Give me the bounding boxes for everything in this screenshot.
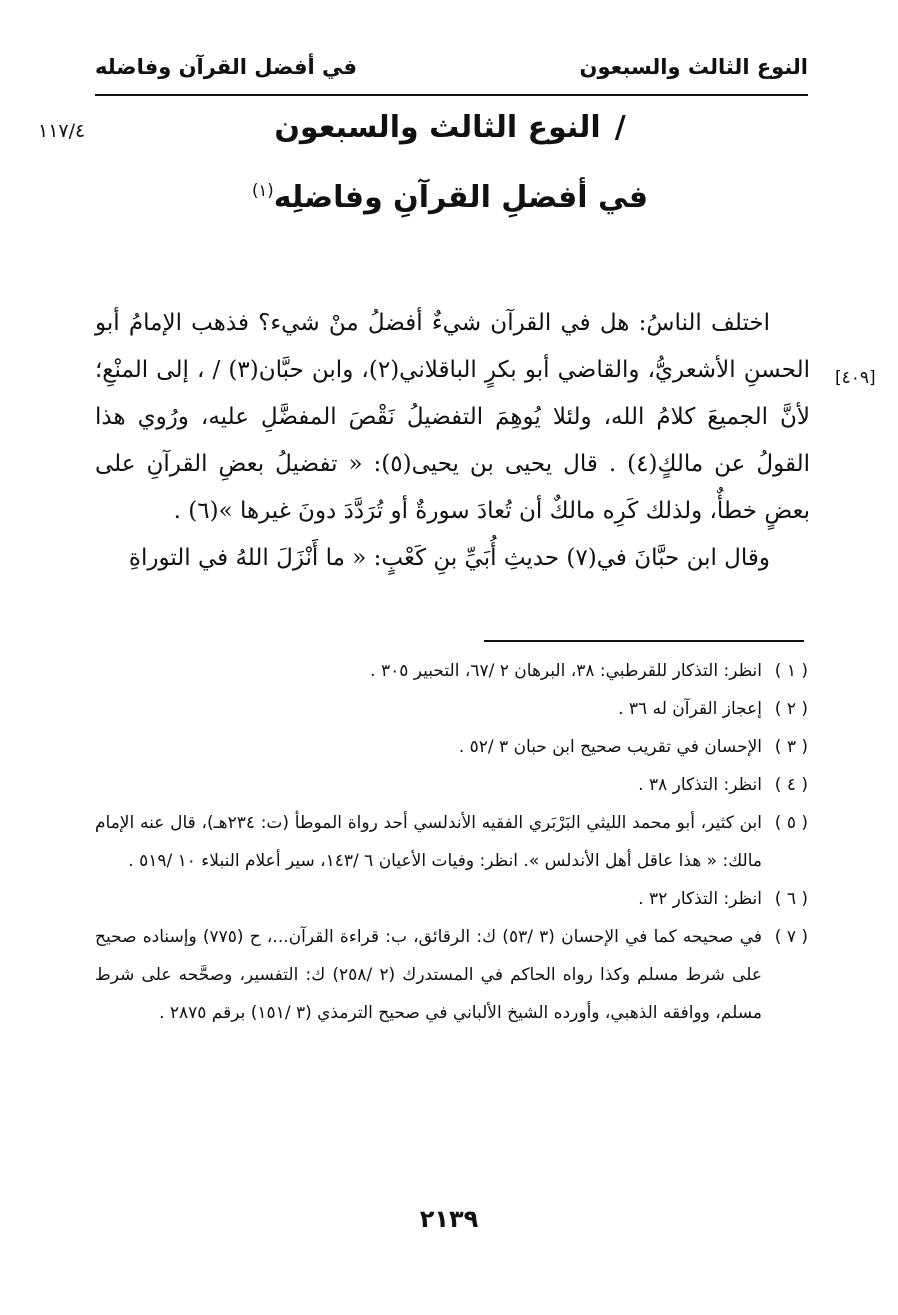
footnote-separator <box>484 640 804 642</box>
footnote-6 <box>95 880 808 918</box>
paragraph-2: وقال ابن حبَّانَ في(٧) حديثِ أُبَيِّ بنِ كَعْبٍ: « ما أَنْزَلَ اللهُ في التوراةِ <box>128 545 770 571</box>
footnote-1 <box>95 652 808 690</box>
header-rule <box>95 94 808 96</box>
paragraph-1: اختلف الناسُ: هل في القرآن شيءٌ أفضلُ منْ شيء؟ فذهب الإمامُ أبو الحسنِ الأشعريُّ، والقاضي أبو بكرٍ الباقلاني(٢)، وابن حبَّان(٣) / ، إلى المنْعِ؛ لأنَّ الجميعَ كلامُ الله، ولئلا يُوهِمَ التفضيلُ نَقْصَ المفضَّلِ عليه، ورُوي هذا القولُ عن مالكٍ(٤) . قال يحيى بن يحيى(٥): « تفضيلُ بعضِ القرآنِ على بعضٍ خطأٌ، ولذلك كَرِه مالكٌ أن تُعادَ سورةٌ أو تُرَدَّدَ دونَ غيرها »(٦) . <box>95 310 810 524</box>
footnote-3 <box>95 728 808 766</box>
footnote-number: ( ٢ ) <box>774 699 808 719</box>
footnote-text: الإحسان في تقريب صحيح ابن حبان ٣ /٥٢ . <box>458 737 762 757</box>
footnote-marker: (١) <box>251 181 274 200</box>
original-page-reference: ١١٧/٤ <box>38 120 86 142</box>
footnote-number: ( ٤ ) <box>774 775 808 795</box>
footnote-text: في صحيحه كما في الإحسان (٣ /٥٣) ك: الرقائق، ب: قراءة القرآن...، ح (٧٧٥) وإسناده صحيح على شرط مسلم وكذا رواه الحاكم في المستدرك (٢ /٢٥٨) ك: التفسير، وصحَّحه على شرط مسلم، ووافقه الذهبي، وأورده الشيخ الألباني في صحيح الترمذي (٣ /١٥١) برقم ٢٨٧٥ . <box>95 927 762 1023</box>
footnote-number: ( ٦ ) <box>774 889 808 909</box>
running-header <box>95 45 808 89</box>
chapter-title-text: النوع الثالث والسبعون <box>274 110 601 145</box>
footnote-text: انظر: التذكار للقرطبي: ٣٨، البرهان ٢ /٦٧، التحبير ٣٠٥ . <box>370 661 762 681</box>
footnote-number: ( ٥ ) <box>774 813 808 833</box>
running-header-left: في أفضل القرآن وفاضله <box>95 55 357 79</box>
page-break-slash: / <box>614 110 626 145</box>
footnote-number: ( ١ ) <box>774 661 808 681</box>
footnote-text: انظر: التذكار ٣٨ . <box>638 775 762 795</box>
footnote-text: انظر: التذكار ٣٢ . <box>638 889 762 909</box>
main-text <box>95 300 810 582</box>
running-header-right: النوع الثالث والسبعون <box>579 55 808 79</box>
chapter-subtitle <box>200 180 700 215</box>
footnote-7 <box>95 918 808 1032</box>
footnote-number: ( ٣ ) <box>774 737 808 757</box>
footnote-number: ( ٧ ) <box>774 927 808 947</box>
footnotes <box>95 652 808 1032</box>
footnote-4 <box>95 766 808 804</box>
chapter-title <box>200 110 700 145</box>
margin-page-reference: [٤٠٩] <box>835 368 876 388</box>
footnote-2 <box>95 690 808 728</box>
page-number: ٢١٣٩ <box>419 1205 479 1233</box>
chapter-subtitle-text: في أفضلِ القرآنِ وفاضلِه <box>273 180 649 215</box>
footnote-5 <box>95 804 808 880</box>
footnote-text: إعجاز القرآن له ٣٦ . <box>618 699 762 719</box>
footnote-text: ابن كثير، أبو محمد الليثي البَرْبَري الفقيه الأندلسي أحد رواة الموطأ (ت: ٢٣٤هـ)، قال عنه الإمام مالك: « هذا عاقل أهل الأندلس ». انظر: وفيات الأعيان ٦ /١٤٣، سير أعلام النبلاء ١٠ /٥١٩ . <box>95 813 763 871</box>
